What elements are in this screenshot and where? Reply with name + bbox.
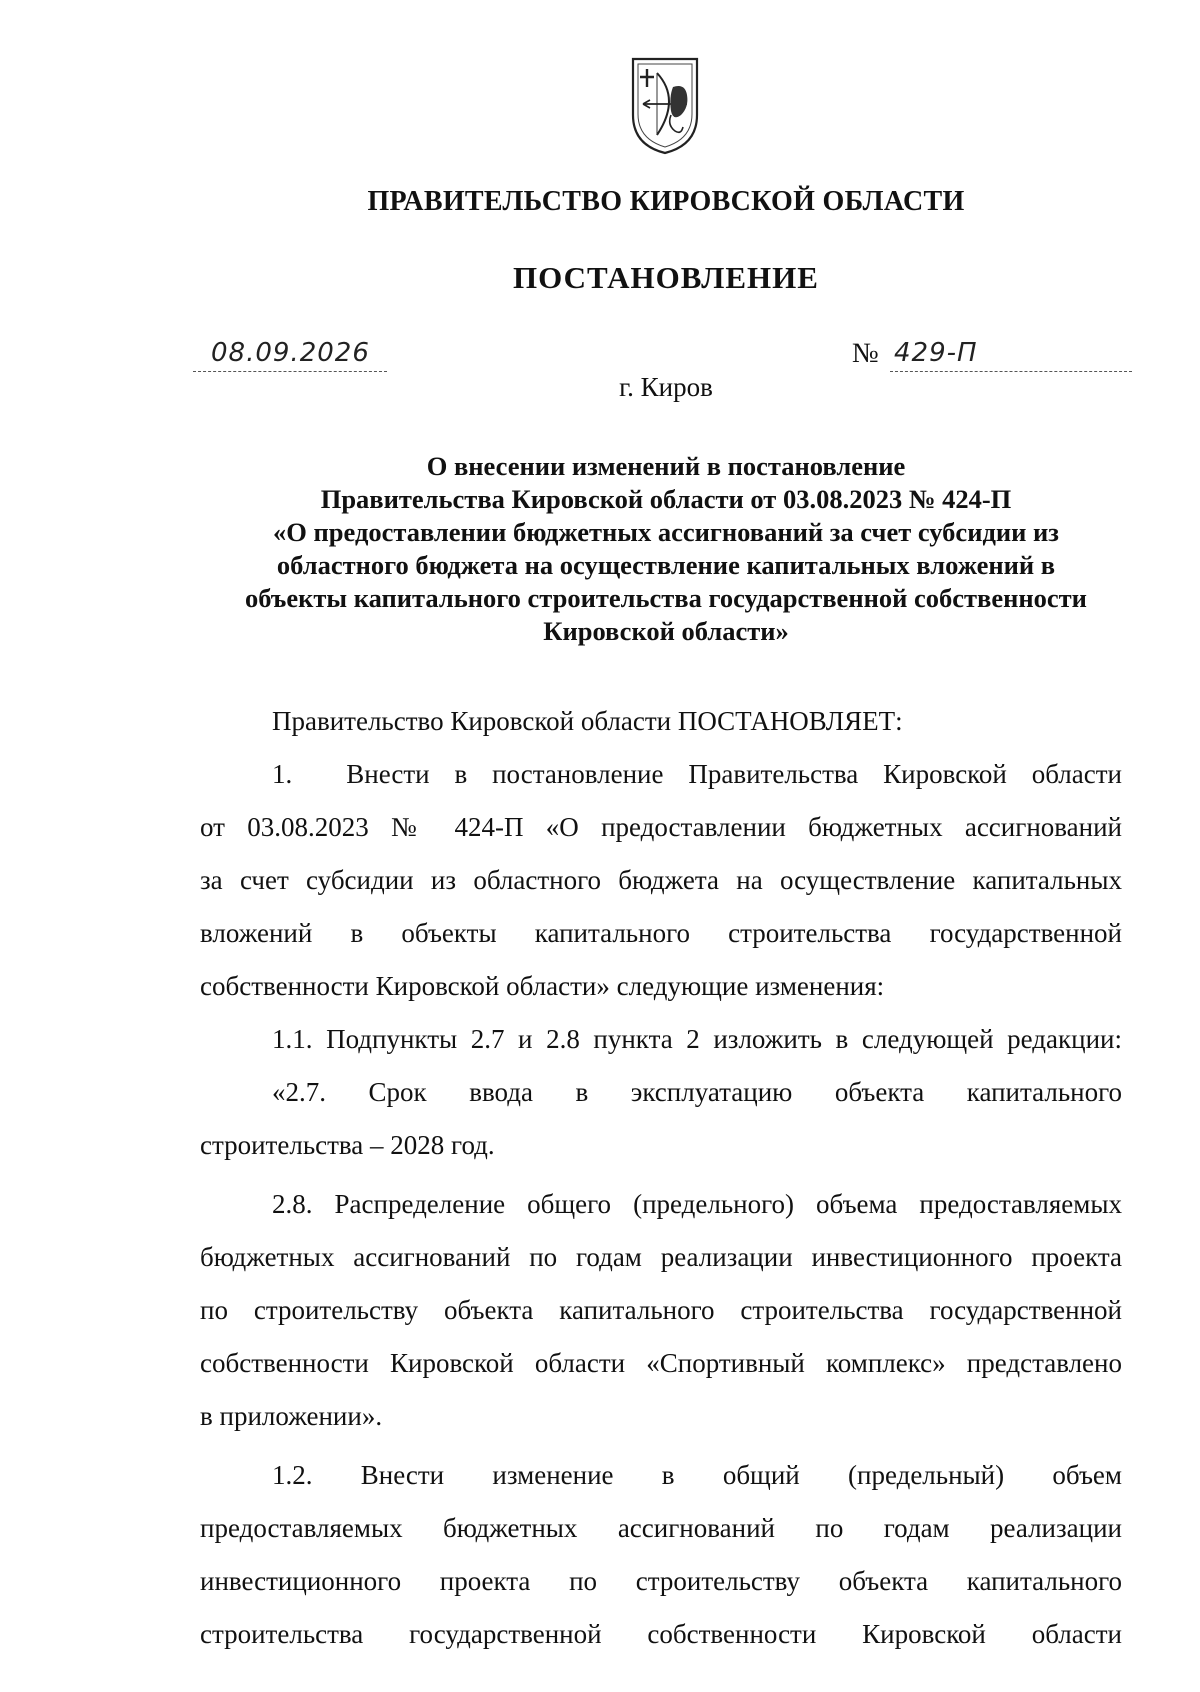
- issuing-authority: ПРАВИТЕЛЬСТВО КИРОВСКОЙ ОБЛАСТИ: [367, 186, 965, 217]
- body-line: строительства – 2028 год.: [200, 1130, 495, 1160]
- document-number-field: [852, 336, 1132, 376]
- title-line: объекты капитального строительства государственной собственности: [245, 583, 1087, 613]
- document-number: 429-П: [894, 338, 978, 368]
- body-line: предоставляемых бюджетных ассигнований по годам реализации: [200, 1513, 1122, 1543]
- body-line: собственности Кировской области» следующие изменения:: [200, 971, 885, 1001]
- body-line: за счет субсидии из областного бюджета на осуществление капитальных: [200, 865, 1122, 895]
- title-line: О внесении изменений в постановление: [426, 451, 906, 481]
- body-line: бюджетных ассигнований по годам реализации инвестиционного проекта: [200, 1242, 1122, 1272]
- body-line: в приложении».: [200, 1401, 383, 1431]
- body-line: 1. Внести в постановление Правительства Кировской области: [272, 759, 1122, 789]
- body-line: 2.8. Распределение общего (предельного) объема предоставляемых: [272, 1189, 1122, 1219]
- body-line: от 03.08.2023 № 424-П «О предоставлении бюджетных ассигнований: [200, 812, 1122, 842]
- document-type: ПОСТАНОВЛЕНИЕ: [513, 260, 819, 295]
- title-line: Кировской области»: [543, 616, 789, 646]
- body-line: Правительство Кировской области ПОСТАНОВЛЯЕТ:: [272, 706, 903, 736]
- body-line: вложений в объекты капитального строительства государственной: [200, 918, 1122, 948]
- coat-of-arms-icon: [627, 53, 703, 157]
- body-line: 1.1. Подпункты 2.7 и 2.8 пункта 2 изложить в следующей редакции:: [272, 1024, 1122, 1054]
- document-body: [200, 695, 1122, 1661]
- title-line: областного бюджета на осуществление капитальных вложений в: [276, 550, 1056, 580]
- body-line: инвестиционного проекта по строительству объекта капитального: [200, 1566, 1122, 1596]
- body-line: собственности Кировской области «Спортивный комплекс» представлено: [200, 1348, 1122, 1378]
- title-line: Правительства Кировской области от 03.08.2023 № 424-П: [320, 484, 1012, 514]
- document-title: [190, 450, 1142, 648]
- document-date-field: [193, 336, 387, 376]
- document-date: 08.09.2026: [211, 338, 370, 368]
- body-line: строительства государственной собственности Кировской области: [200, 1619, 1122, 1649]
- city-name: г. Киров: [619, 372, 713, 402]
- number-sign: №: [852, 338, 879, 369]
- body-line: по строительству объекта капитального строительства государственной: [200, 1295, 1122, 1325]
- title-line: «О предоставлении бюджетных ассигнований за счет субсидии из: [273, 517, 1059, 547]
- body-line: 1.2. Внести изменение в общий (предельный) объем: [272, 1460, 1122, 1490]
- body-line: «2.7. Срок ввода в эксплуатацию объекта капитального: [272, 1077, 1122, 1107]
